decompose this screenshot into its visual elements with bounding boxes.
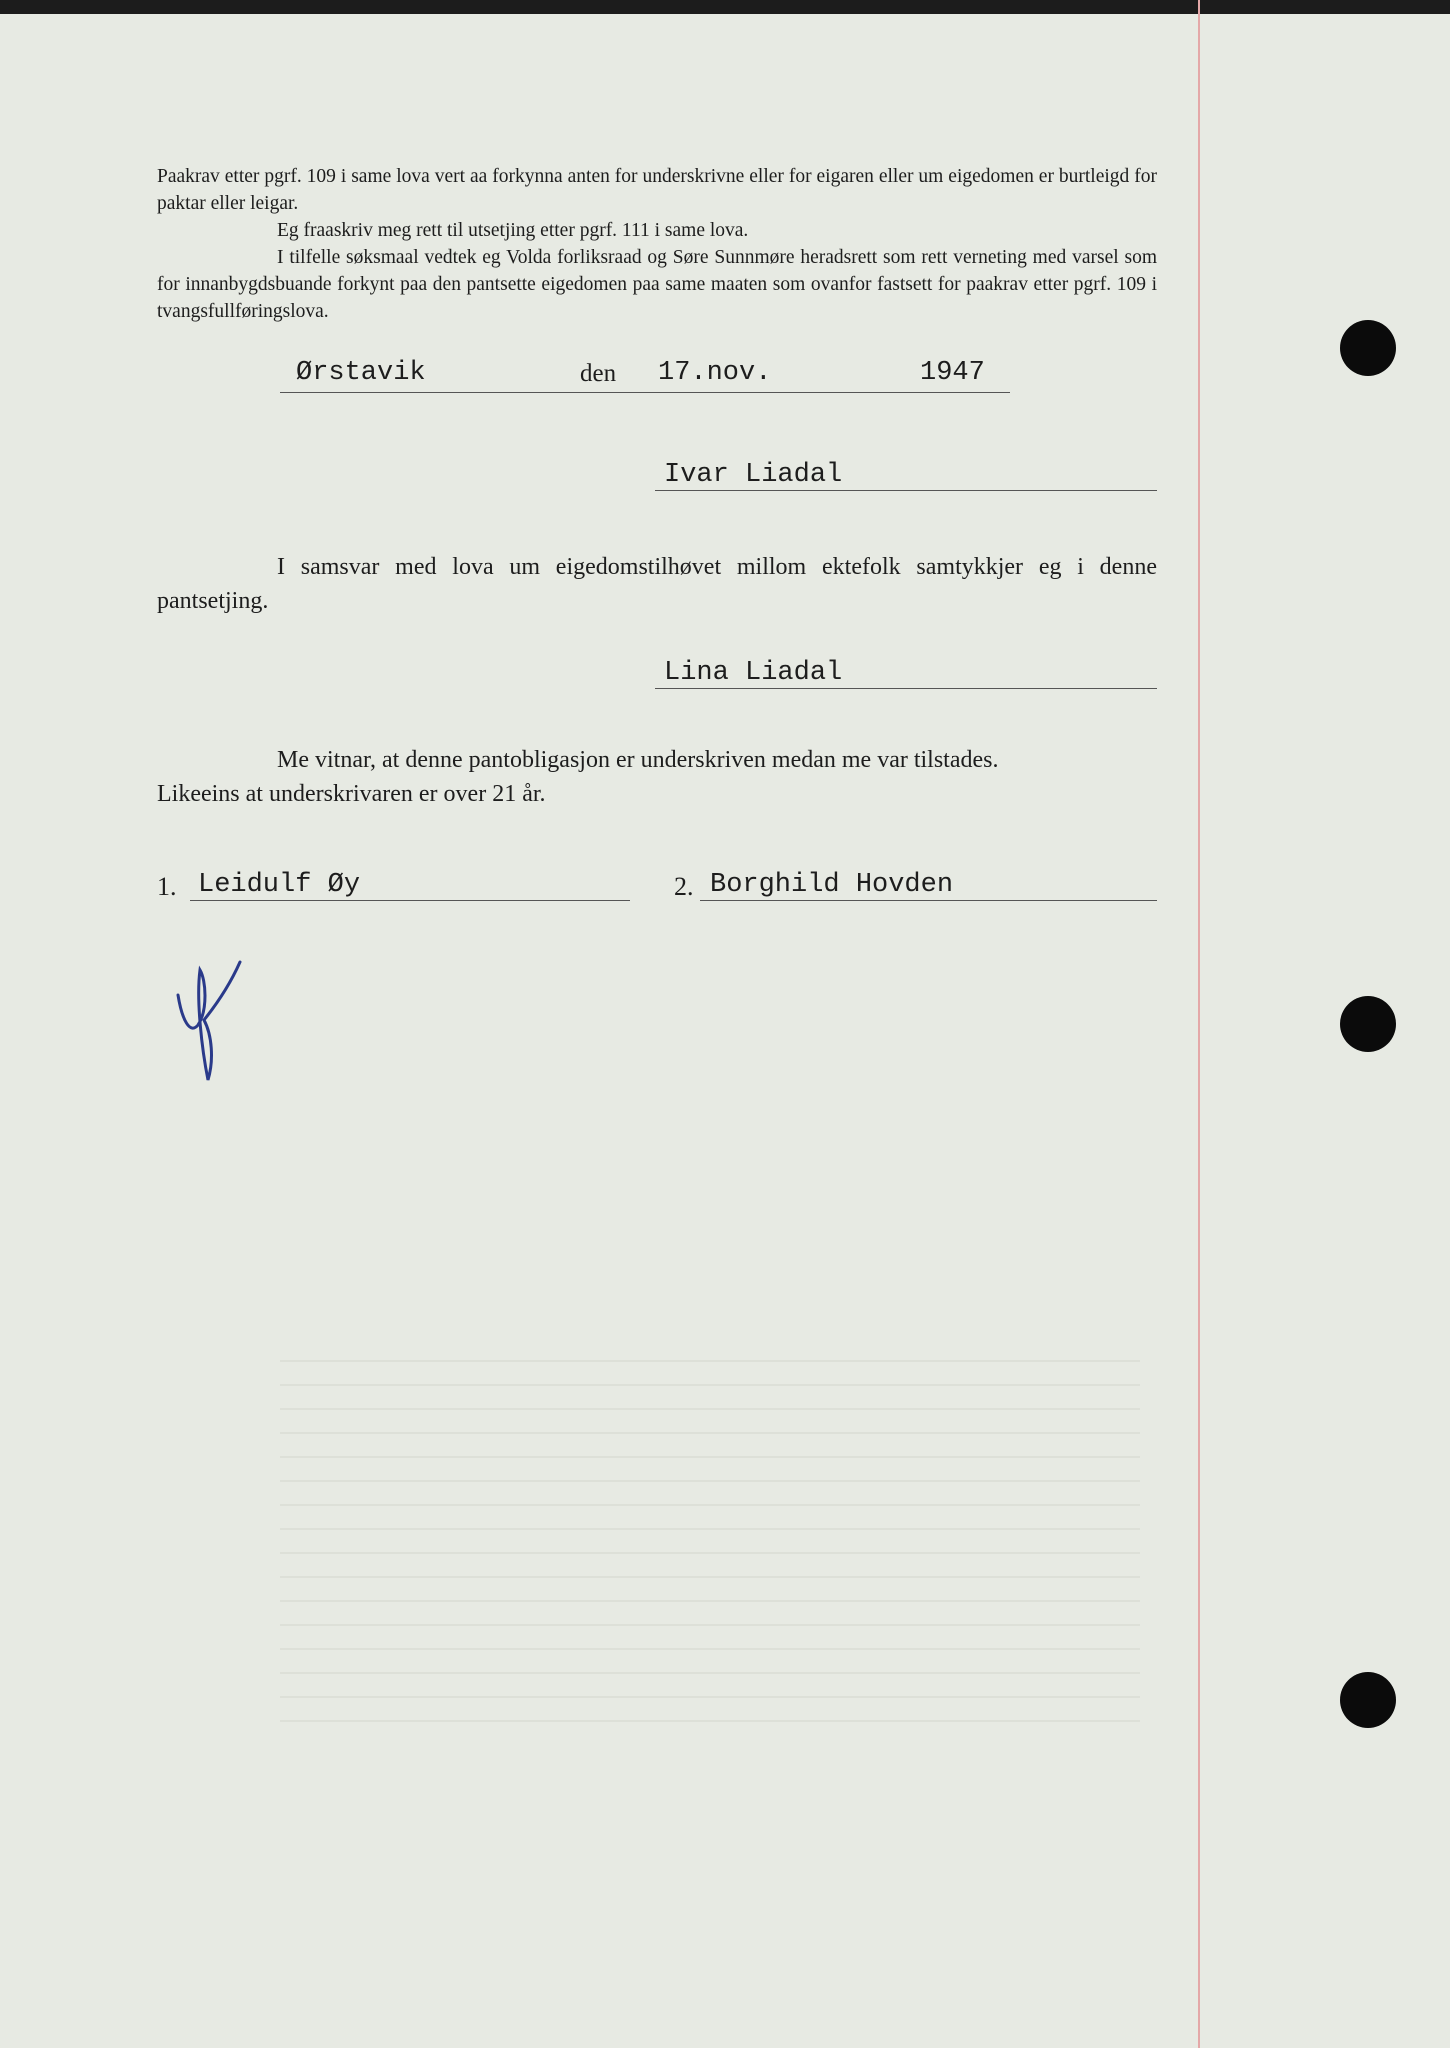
scan-top-edge (0, 0, 1450, 14)
witness-text-1: Me vitnar, at denne pantobligasjon er underskriven medan me var tilstades. (277, 747, 999, 773)
witness2-number: 2. (674, 872, 694, 901)
year: 1947 (920, 358, 985, 388)
signer-rule (655, 490, 1157, 491)
witness1-name: Leidulf Øy (198, 870, 361, 900)
handwritten-initials-icon (160, 940, 250, 1090)
clauses-block (157, 163, 1157, 325)
date-rule (280, 392, 1010, 393)
witness1-rule (190, 900, 630, 901)
bleed-through (280, 1360, 1140, 1744)
margin-line (1198, 0, 1200, 2048)
signer-name: Ivar Liadal (664, 460, 843, 490)
witness2-name: Borghild Hovden (710, 870, 954, 900)
witness-block (157, 743, 1157, 811)
punch-hole (1340, 320, 1396, 376)
punch-hole (1340, 1672, 1396, 1728)
witness2-rule (700, 900, 1157, 901)
spouse-rule (655, 688, 1157, 689)
clause-2: Eg fraaskriv meg rett til utsetjing etter pgrf. 111 i same lova. (277, 220, 749, 241)
consent-block (157, 550, 1157, 618)
den-label: den (580, 360, 617, 387)
spouse-name: Lina Liadal (664, 658, 843, 688)
witness1-number: 1. (157, 872, 177, 901)
consent-text: I samsvar med lova um eigedomstilhøvet millom ektefolk samtykkjer eg i denne pantsetjing. (157, 554, 1157, 614)
place: Ørstavik (296, 358, 426, 388)
punch-hole (1340, 996, 1396, 1052)
clause-1: Paakrav etter pgrf. 109 i same lova vert aa forkynna anten for underskrivne eller for eigaren eller um eigedomen er burtleigd for paktar eller leigar. (157, 166, 1157, 214)
clause-3: I tilfelle søksmaal vedtek eg Volda forliksraad og Søre Sunnmøre heradsrett som rett verneting med varsel som for innanbygdsbuande forkynt paa den pantsette eigedomen paa same maaten som ovanfor fastsett for paakrav etter pgrf. 109 i tvangsfullføringslova. (157, 247, 1157, 322)
date: 17.nov. (658, 358, 772, 388)
witness-text-2: Likeeins at underskrivaren er over 21 år. (157, 781, 546, 807)
